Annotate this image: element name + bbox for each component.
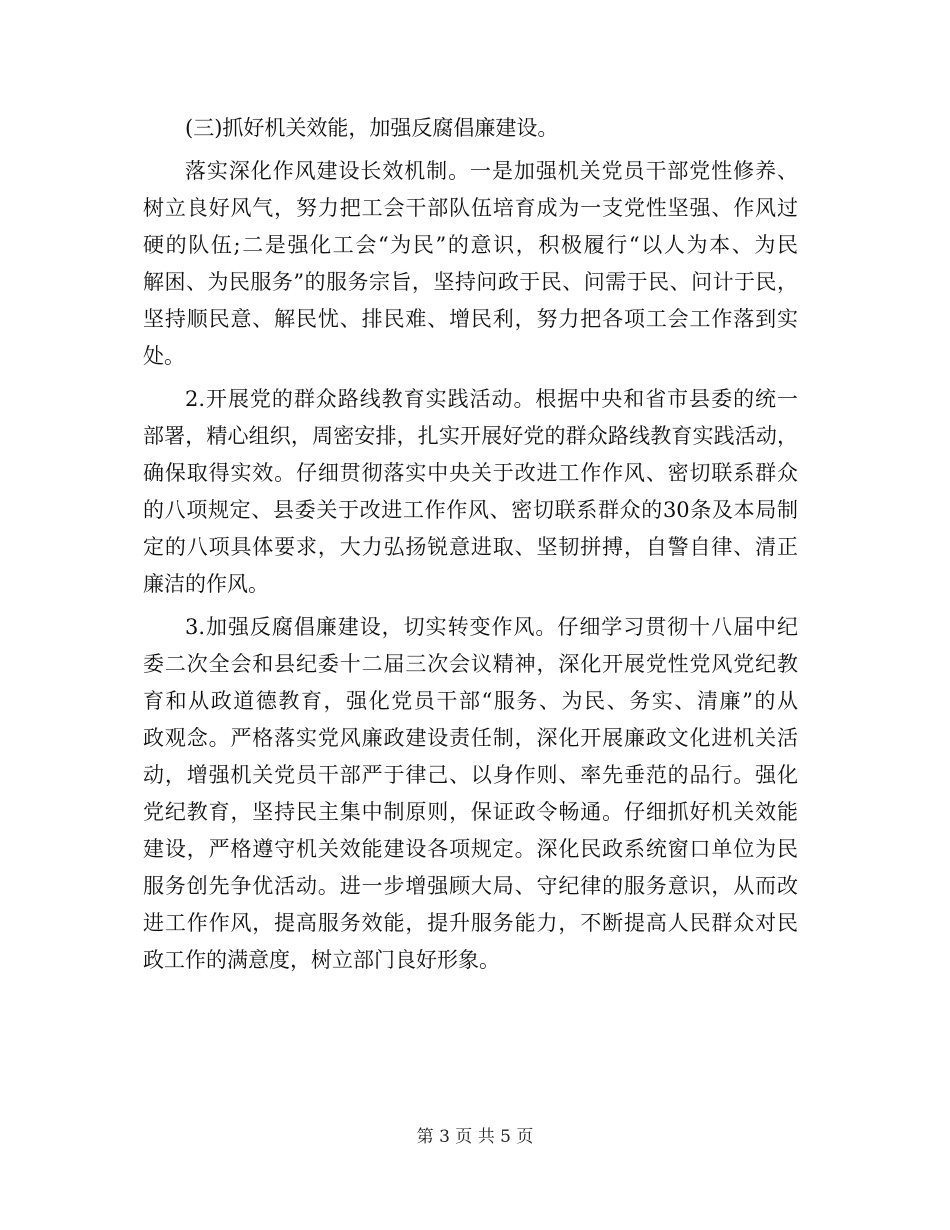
paragraph-line: 确保取得实效。仔细贯彻落实中央关于改进工作作风、密切联系群众 — [143, 461, 798, 485]
paragraph-line: 硬的队伍;二是强化工会“为民”的意识，积极履行“以人为本、为民 — [143, 233, 798, 257]
paragraph-3 — [143, 609, 798, 979]
paragraph-line: 部署，精心组织，周密安排，扎实开展好党的群众路线教育实践活动， — [143, 424, 798, 448]
paragraph-1 — [143, 153, 798, 375]
paragraph-line: 2.开展党的群众路线教育实践活动。根据中央和省市县委的统一 — [185, 387, 798, 411]
paragraph-line: 处。 — [143, 344, 185, 368]
section-heading: (三)抓好机关效能，加强反腐倡廉建设。 — [185, 116, 559, 140]
paragraph-line: 建设，严格遵守机关效能建设各项规定。深化民政系统窗口单位为民 — [143, 837, 798, 861]
paragraph-line: 委二次全会和县纪委十二届三次会议精神，深化开展党性党风党纪教 — [143, 652, 798, 676]
paragraph-line: 3.加强反腐倡廉建设，切实转变作风。仔细学习贯彻十八届中纪 — [185, 615, 798, 639]
paragraph-line: 廉洁的作风。 — [143, 572, 269, 596]
paragraph-line: 服务创先争优活动。进一步增强顾大局、守纪律的服务意识，从而改 — [143, 874, 798, 898]
paragraph-line: 解困、为民服务”的服务宗旨，坚持问政于民、问需于民、问计于民， — [143, 270, 798, 294]
page-number-footer: 第 3 页 共 5 页 — [416, 1127, 534, 1147]
paragraph-line: 政观念。严格落实党风廉政建设责任制，深化开展廉政文化进机关活 — [143, 726, 798, 750]
paragraph-line: 定的八项具体要求，大力弘扬锐意进取、坚韧拼搏，自警自律、清正 — [143, 535, 798, 559]
paragraph-line: 树立良好风气，努力把工会干部队伍培育成为一支党性坚强、作风过 — [143, 196, 798, 220]
paragraph-line: 坚持顺民意、解民忧、排民难、增民利，努力把各项工会工作落到实 — [143, 307, 798, 331]
paragraph-line: 的八项规定、县委关于改进工作作风、密切联系群众的30条及本局制 — [143, 498, 798, 522]
document-body — [143, 110, 798, 979]
paragraph-line: 政工作的满意度，树立部门良好形象。 — [143, 948, 500, 972]
paragraph-line: 动，增强机关党员干部严于律己、以身作则、率先垂范的品行。强化 — [143, 763, 798, 787]
paragraph-line: 育和从政道德教育，强化党员干部“服务、为民、务实、清廉”的从 — [143, 689, 798, 713]
paragraph-line: 党纪教育，坚持民主集中制原则，保证政令畅通。仔细抓好机关效能 — [143, 800, 798, 824]
paragraph-2 — [143, 381, 798, 603]
paragraph-line: 落实深化作风建设长效机制。一是加强机关党员干部党性修养、 — [185, 159, 798, 183]
paragraph-line: 进工作作风，提高服务效能，提升服务能力，不断提高人民群众对民 — [143, 911, 798, 935]
